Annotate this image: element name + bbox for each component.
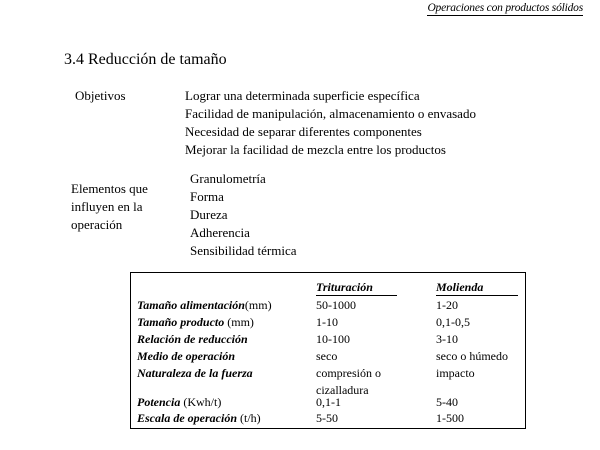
molienda-value: seco o húmedo <box>436 349 508 363</box>
row-label: Naturaleza de la fuerza <box>137 366 253 380</box>
table-row <box>137 348 521 364</box>
row-label: Tamaño producto (mm) <box>137 315 254 329</box>
molienda-value: 1-20 <box>436 298 458 312</box>
row-label: Medio de operación <box>137 349 235 363</box>
table-row <box>137 365 521 381</box>
row-label: Relación de reducción <box>137 332 248 346</box>
objectives-list <box>185 87 476 159</box>
trituracion-value: 10-100 <box>316 332 350 346</box>
header-underline <box>316 295 397 296</box>
factors-list <box>190 170 297 260</box>
factor-item: Granulometría <box>190 171 266 186</box>
factor-item: Dureza <box>190 207 228 222</box>
trituracion-value: compresión o <box>316 366 381 380</box>
objective-item: Facilidad de manipulación, almacenamiento o envasado <box>185 106 476 121</box>
trituracion-value: 1-10 <box>316 315 338 329</box>
column-header-molienda: Molienda <box>436 280 484 294</box>
table-row <box>137 331 521 347</box>
table-row <box>137 410 521 426</box>
row-label: Potencia (Kwh/t) <box>137 395 222 409</box>
objectives-label: Objetivos <box>75 88 126 103</box>
row-label: Escala de operación (t/h) <box>137 411 261 425</box>
header-underline <box>436 295 518 296</box>
row-label: Tamaño alimentación(mm) <box>137 298 272 312</box>
objective-item: Necesidad de separar diferentes componentes <box>185 124 422 139</box>
trituracion-value: 50-1000 <box>316 298 356 312</box>
factor-item: Adherencia <box>190 225 250 240</box>
trituracion-value: seco <box>316 349 338 363</box>
objective-item: Mejorar la facilidad de mezcla entre los productos <box>185 142 446 157</box>
factors-label: Elementos que influyen en la operación <box>71 181 148 232</box>
molienda-value: 5-40 <box>436 395 458 409</box>
factor-item: Sensibilidad térmica <box>190 243 297 258</box>
trituracion-value: cizalladura <box>316 383 369 397</box>
trituracion-value: 0,1-1 <box>316 395 341 409</box>
molienda-value: 1-500 <box>436 411 464 425</box>
molienda-value: 3-10 <box>436 332 458 346</box>
factor-item: Forma <box>190 189 224 204</box>
table-row <box>137 394 521 410</box>
molienda-value: 0,1-0,5 <box>436 315 470 329</box>
section-title: 3.4 Reducción de tamaño <box>64 51 227 68</box>
trituracion-value: 5-50 <box>316 411 338 425</box>
molienda-value: impacto <box>436 366 475 380</box>
table-row <box>137 297 521 313</box>
comparison-table <box>130 272 526 429</box>
column-header-trituracion: Trituración <box>316 280 373 294</box>
objective-item: Lograr una determinada superficie específica <box>185 88 420 103</box>
page-header: Operaciones con productos sólidos <box>427 2 583 14</box>
table-row <box>137 314 521 330</box>
